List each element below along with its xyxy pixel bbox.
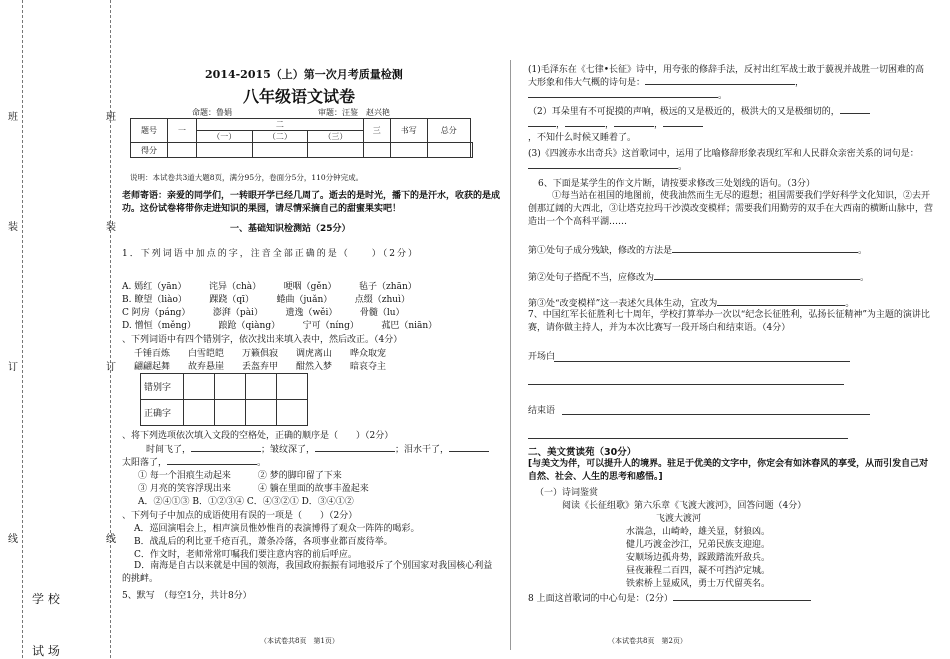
fix-1: 第①处句子成分残缺，修改的方法是 。	[528, 246, 868, 256]
margin-char-8: 线	[106, 534, 116, 545]
q3-text	[146, 442, 489, 455]
grid-cell[interactable]	[246, 400, 277, 426]
section2-intro: [与美文为伴，可以提升人的境界。驻足于优美的文字中，你定会有如沐春风的享受，从而引发自己对自然、社会、人生的思考和感悟。]	[528, 459, 929, 482]
score-sub-1: （一）	[197, 131, 253, 143]
q5-1-blank-b[interactable]	[528, 97, 718, 98]
margin-char-6: 装	[106, 222, 116, 233]
school-label: 学 校	[32, 592, 60, 606]
grid-cell[interactable]	[215, 374, 246, 400]
closing-label: 结束语	[528, 406, 556, 416]
q2-words-row1: 千锤百炼 白雪皑皑 万籁俱寂 调虎离山 哗众取宠	[134, 349, 387, 359]
q5-2-blank-b[interactable]	[528, 126, 556, 127]
grid-cell[interactable]	[277, 374, 308, 400]
fix-2-blank[interactable]	[654, 279, 860, 280]
q1-option-a: A. 嫣红（yān） 诧异（chà） 哽咽（gěn） 毡子（zhān）	[122, 282, 417, 292]
q2-words-row2: 翩翩起舞 故弃悬崖 丢盔弃甲 酣然入梦 暗哀夺主	[134, 362, 387, 372]
q6-stem: 6、下面是某学生的作文片断，请按要求修改三处划线的语句。（3分）	[538, 179, 815, 189]
q3-text-3: ；泪水干了，	[395, 445, 450, 455]
q1-option-d: D. 憎恒（měng） 踉跄（qiàng） 宁可（níng） 菰巴（niān）	[122, 321, 438, 331]
q5-3-blank[interactable]	[528, 168, 678, 169]
q5-3-text: (3)《四渡赤水出奇兵》这首歌词中，运用了比喻修辞形象表现红军和人民群众亲密关系的词句是：。	[528, 149, 919, 172]
q5-2-stem: （2）耳朵里有不可捉摸的声响，极远的又是极近的，极洪大的又是极细切的，	[528, 107, 840, 117]
score-table	[130, 118, 473, 158]
fix-1-blank[interactable]	[672, 252, 858, 253]
score-sub-3: （三）	[308, 131, 364, 143]
q2-stem: 、下列词语中有四个错别字，依次找出来填入表中，然后改正。（4分）	[122, 335, 403, 345]
score-row-label: 得分	[131, 143, 168, 158]
grid-cell[interactable]	[246, 374, 277, 400]
q2-answer-grid	[140, 373, 308, 426]
score-cell[interactable]	[252, 143, 308, 158]
footer-left: （本试卷共8页 第1页）	[260, 637, 339, 645]
score-cell[interactable]	[427, 143, 470, 158]
fix-3-label: 第③处“改变模样”这一表述欠具体生动，宜改为	[528, 299, 718, 309]
q5-3-stem: (3)《四渡赤水出奇兵》这首歌词中，运用了比喻修辞形象表现红军和人民群众亲密关系的词句是：	[528, 149, 919, 159]
section2-title: 二、美文赏读苑（30分）	[528, 447, 637, 458]
score-cell[interactable]	[470, 143, 472, 158]
margin-char-2: 装	[8, 222, 18, 233]
q5-2-blank-d[interactable]	[614, 126, 654, 127]
q8-stem	[528, 591, 811, 604]
fix-3-blank[interactable]	[717, 305, 845, 306]
poem-line-3: 安顺场边孤舟势，踩跋踏流歼敌兵。	[626, 553, 771, 563]
grid-cell[interactable]	[277, 400, 308, 426]
reviewer: 审题：汪鉴 赵兴艳	[318, 108, 390, 117]
score-header-part3: 三	[363, 119, 390, 143]
margin-char-1: 班	[8, 112, 18, 123]
fix-3: 第③处“改变模样”这一表述欠具体生动，宜改为 。	[528, 299, 855, 309]
exam-note: 说明：本试卷共3道大题8页，满分95分，卷面分5分，110分钟完成。	[130, 173, 364, 182]
q5-2-text: （2）耳朵里有不可捉摸的声响，极远的又是极近的，极洪大的又是极细切的， ， ， ， ，不知什么时候又睡着了。	[528, 106, 933, 145]
q3-text-4: 太阳落了，	[122, 458, 168, 468]
score-cell[interactable]	[390, 143, 427, 158]
binding-line-left	[22, 0, 23, 658]
q5-2-blank-a[interactable]	[840, 113, 870, 114]
q5-2-blank-e[interactable]	[663, 126, 703, 127]
fix-1-label: 第①处句子成分残缺，修改的方法是	[528, 246, 673, 256]
grid-cell[interactable]	[184, 374, 215, 400]
q3-options-2: ③ 月亮的笑容浮现出来 ④ 躺在里面的故事丰盈起来	[138, 484, 369, 494]
score-cell[interactable]	[363, 143, 390, 158]
section1-title: 一、基础知识检测站（25分）	[230, 224, 351, 234]
binding-line-right	[110, 0, 111, 658]
exam-main-title: 八年级语文试卷	[243, 87, 356, 106]
q3-blank-4[interactable]	[167, 464, 257, 465]
fix-2-label: 第②处句子搭配不当，应修改为	[528, 273, 655, 283]
q3-text-1: 时间飞了，	[146, 445, 192, 455]
sub-section-poem: （一）诗词鉴赏	[535, 488, 599, 498]
q3-options-1: ① 每一个泪痕生动起来 ② 梦的脚印留了下来	[138, 471, 342, 481]
poem-line-5: 铁索桥上显威风，勇士万代留英名。	[626, 579, 771, 589]
q5-2-blank-c[interactable]	[565, 126, 605, 127]
score-header-total: 总分	[427, 119, 470, 143]
opening-line-2[interactable]	[528, 384, 844, 385]
q5-2-tail: ，不知什么时候又睡着了。	[528, 133, 637, 143]
q4-option-c: C．作文时，老师常常叮嘱我们要注意内容的前后呼应。	[134, 550, 357, 560]
q4-stem: 、下列句子中加点的成语使用有误的一项是（ ）（2分）	[122, 511, 358, 521]
proposer: 命题：鲁娟	[192, 108, 232, 117]
footer-right: （本试卷共8页 第2页）	[608, 637, 687, 645]
score-header-part2: 二	[197, 119, 364, 131]
poem-line-1: 水湍急，山崎岭，雄关显，豺狼凶。	[626, 527, 771, 537]
grid-label-wrong: 错别字	[141, 374, 184, 400]
grid-label-right: 正确字	[141, 400, 184, 426]
q4-option-a: A．巡回演唱会上，相声演员惟妙惟肖的表演博得了观众一阵阵的喝彩。	[134, 524, 420, 534]
q4-option-b: B．战乱后的利比亚千疮百孔，萧条冷落，各项事业都百废待举。	[134, 537, 393, 547]
poem-instruction: 阅读《长征组歌》第六乐章《飞渡大渡河》，回答问题（4分）	[562, 501, 807, 511]
q1-option-b: B. 瞭望（liào） 踝跷（qī） 蜷曲（juǎn） 点缀（zhuì）	[122, 295, 410, 305]
exam-year-title: 2014-2015（上）第一次月考质量检测	[205, 68, 403, 81]
poem-title: 飞渡大渡河	[656, 514, 702, 524]
q1-option-c: C 阿房（páng） 澎湃（pài） 遗逸（wěi） 骨髓（lu）	[122, 308, 405, 318]
opening-line-1[interactable]	[554, 361, 850, 362]
q8-label: 8 上面这首歌词的中心句是：（2分）	[528, 594, 673, 604]
score-header-num: 题号	[131, 119, 168, 143]
score-cell[interactable]	[197, 143, 253, 158]
q3-text-line2: 太阳落了， 。	[122, 458, 267, 468]
score-sub-2: （二）	[252, 131, 308, 143]
score-header-part1: 一	[168, 119, 197, 143]
grid-cell[interactable]	[184, 400, 215, 426]
q5-1-blank-a[interactable]	[645, 84, 795, 85]
q5-1-stem: (1)毛泽东在《七律•长征》诗中，用夸张的修辞手法，反衬出红军战士敢于藐视并战胜一切困难的高大形象和伟大气概的诗句是：	[528, 65, 925, 88]
q1-stem: 1．下列词语中加点的字，注音全部正确的是（ ）（2分）	[122, 249, 419, 259]
q8-blank[interactable]	[673, 600, 811, 601]
q6-passage: ①每当站在祖国的地图前，使我油然而生无尽的遐想；祖国需要我们学好科学文化知识，②去开创那辽阔的大西北，③让塔克拉玛干沙漠改变模样；需要我们用勤劳的双手在大西南的横断山脉中，营造出一个个高科平湖……	[528, 191, 934, 227]
q3-blank-1[interactable]	[191, 451, 261, 452]
closing-line-1[interactable]	[562, 414, 870, 415]
score-cell[interactable]	[168, 143, 197, 158]
q3-text-2: ；皱纹深了，	[261, 445, 316, 455]
opening-label: 开场白	[528, 352, 556, 362]
margin-char-7: 订	[106, 362, 116, 373]
score-header-writing: 书写	[390, 119, 427, 143]
q3-blank-2[interactable]	[315, 451, 395, 452]
score-cell[interactable]	[308, 143, 364, 158]
closing-line-2[interactable]	[528, 438, 848, 439]
poem-line-2: 健儿巧渡金沙江，兄弟民族支迎迎。	[626, 540, 771, 550]
q3-choices: A．②④①③ B．①②③④ C．④③②① D．③④①②	[138, 497, 354, 507]
q4-option-d: D．南海是自古以来就是中国的领海，我国政府振振有词地驳斥了个别国家对我国核心利益的挑衅。	[122, 561, 493, 584]
exam-room-label: 试 场	[32, 644, 60, 658]
margin-char-5: 班	[106, 112, 116, 123]
poem-line-4: 昼夜兼程二百四，凝不可挡泸定城。	[626, 566, 771, 576]
teacher-message: 老师寄语：亲爱的同学们，一转眼开学已经几周了。逝去的是时光，播下的是汗水，收获的是成功。这份试卷将带你走进知识的果园，请尽情采摘自己的甜蜜果实吧！	[122, 191, 501, 214]
q3-blank-3[interactable]	[449, 451, 489, 452]
q5-1-comma: ，	[795, 78, 805, 88]
q5-1-text: (1)毛泽东在《七律•长征》诗中，用夸张的修辞手法，反衬出红军战士敢于藐视并战胜一切困难的高大形象和伟大气概的诗句是： ， 。	[528, 65, 925, 101]
grid-cell[interactable]	[215, 400, 246, 426]
q3-stem: 、将下列选项依次填入文段的空格处，正确的顺序是（ ）（2分）	[122, 431, 394, 441]
q5-stem: 5、默写 （每空1分，共计8分）	[122, 591, 252, 601]
fix-2: 第②处句子搭配不当，应修改为 。	[528, 273, 870, 283]
page-divider	[510, 60, 511, 650]
q7-stem: 7、中国红军长征胜利七十周年，学校打算举办一次以“纪念长征胜利，弘扬长征精神”为主题的演讲比赛，请你做主持人，并为本次比赛写一段开场白和结束语。（4分）	[528, 310, 930, 333]
margin-char-4: 线	[8, 534, 18, 545]
margin-char-3: 订	[8, 362, 18, 373]
